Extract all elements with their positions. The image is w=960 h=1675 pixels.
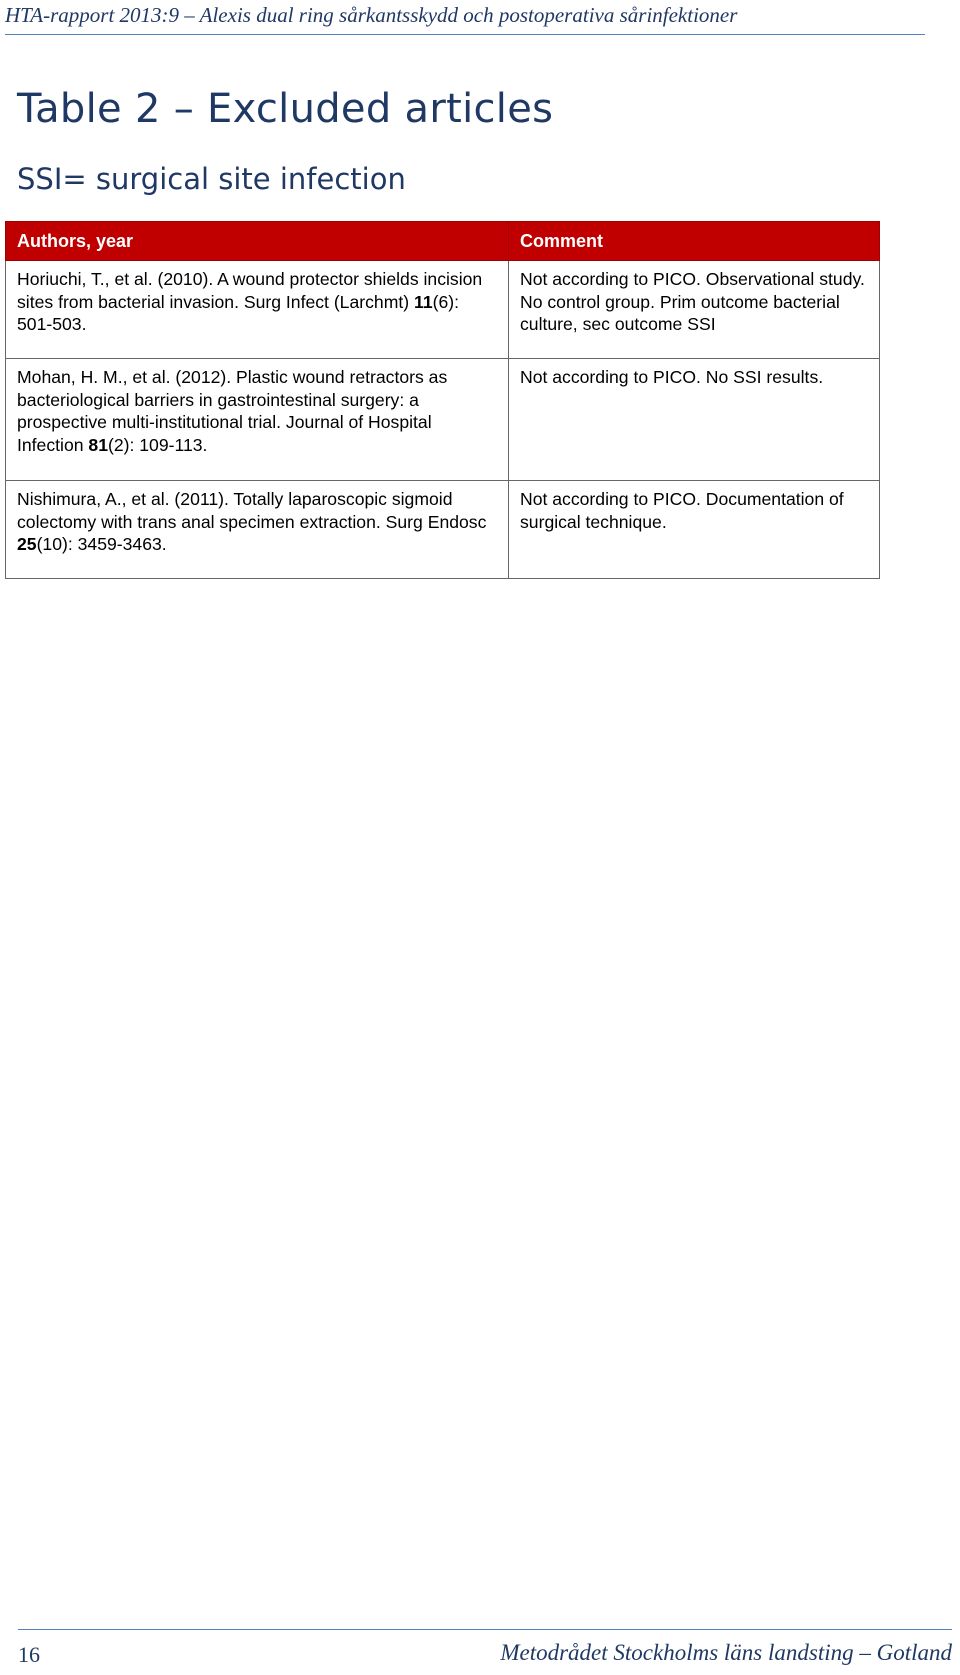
- table-title: Table 2 – Excluded articles: [17, 86, 554, 132]
- table-header-row: [6, 222, 880, 261]
- reference-text: Horiuchi, T., et al. (2010). A wound protector shields incision sites from bacterial invasion. Surg Infect (Larchmt): [17, 269, 483, 312]
- comment-cell: Not according to PICO. Documentation of surgical technique.: [509, 481, 880, 579]
- table-row: [6, 481, 880, 579]
- running-footer: [18, 1629, 952, 1670]
- volume-number: 11: [414, 291, 433, 312]
- reference-text: Mohan, H. M., et al. (2012). Plastic wound retractors as bacteriological barriers in gastrointestinal surgery: a prospective multi-institutional trial. Journal of Hospital Infection: [17, 367, 448, 455]
- table-row: [6, 261, 880, 359]
- comment-cell: Not according to PICO. No SSI results.: [509, 359, 880, 481]
- table-subtitle: SSI= surgical site infection: [17, 162, 406, 196]
- table-row: [6, 359, 880, 481]
- excluded-articles-table: [5, 221, 880, 579]
- reference-cell: [6, 481, 509, 579]
- reference-pages: (6): 501-503.: [17, 291, 459, 334]
- reference-cell: [6, 261, 509, 359]
- column-header-comment: Comment: [509, 222, 880, 261]
- running-title: HTA-rapport 2013:9 – Alexis dual ring sårkantsskydd och postoperativa sårinfektioner: [5, 3, 738, 27]
- column-header-authors: Authors, year: [6, 222, 509, 261]
- volume-number: 81: [88, 434, 108, 455]
- comment-cell: Not according to PICO. Observational study. No control group. Prim outcome bacterial culture, sec outcome SSI: [509, 261, 880, 359]
- reference-cell: [6, 359, 509, 481]
- reference-text: Nishimura, A., et al. (2011). Totally laparoscopic sigmoid colectomy with trans anal specimen extraction. Surg Endosc: [17, 489, 487, 532]
- volume-number: 25: [17, 534, 37, 554]
- reference-pages: (2): 109-113.: [107, 434, 208, 455]
- page-number: 16: [18, 1642, 40, 1667]
- running-header: [5, 0, 925, 35]
- footer-organization: Metodrådet Stockholms läns landsting – Gotland: [500, 1640, 952, 1665]
- reference-pages: (10): 3459-3463.: [36, 534, 167, 554]
